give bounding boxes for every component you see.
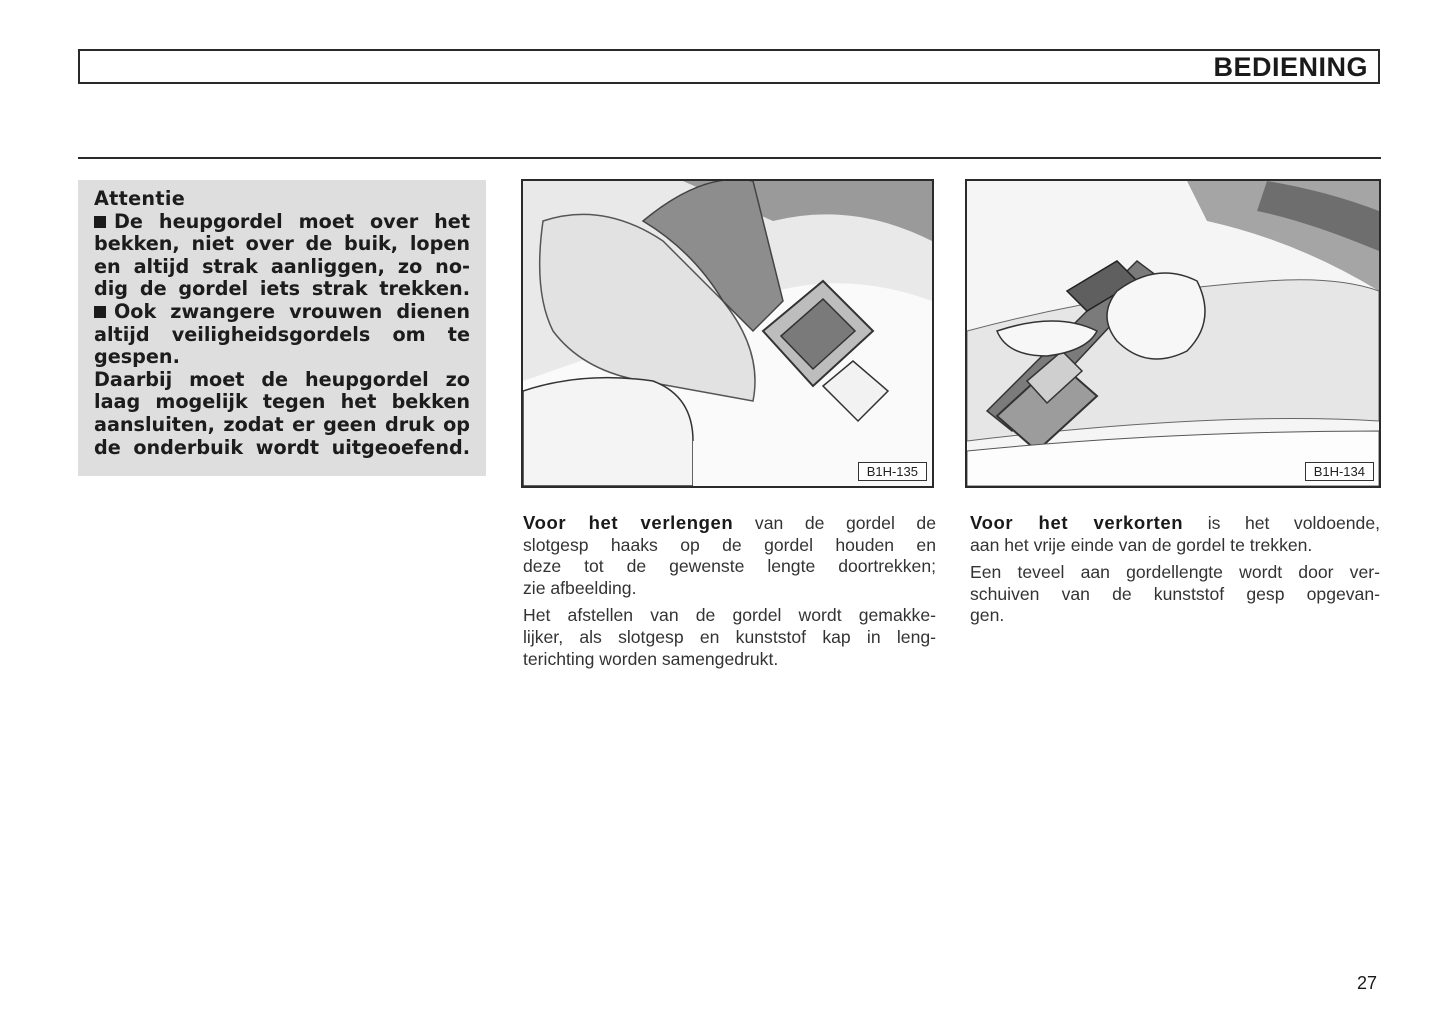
text-line: schuiven van de kunststof gesp opgevan- (970, 583, 1380, 604)
attention-box (78, 180, 486, 476)
figure-code-label: B1H-134 (1305, 462, 1374, 481)
text-line: deze tot de gewenste lengte doortrekken; (523, 556, 936, 577)
bullet-icon (94, 306, 106, 318)
paragraph (523, 605, 936, 670)
attention-line: bekken, niet over de buik, lopen (94, 232, 470, 256)
text-line: slotgesp haaks op de gordel houden en (523, 534, 936, 555)
page-number: 27 (1357, 973, 1378, 993)
figure-lengthen-belt (521, 179, 934, 488)
attention-line: Ook zwangere vrouwen dienen (94, 301, 470, 324)
text-line: Voor het verlengen van de gordel de (523, 512, 936, 533)
section-title: BEDIENING (1213, 52, 1368, 82)
text-line: aan het vrije einde van de gordel te trekken. (970, 534, 1313, 555)
attention-line: aansluiten, zodat er geen druk op (94, 412, 470, 436)
attention-line: altijd veiligheidsgordels om te (94, 322, 470, 346)
attention-line: De heupgordel moet over het (94, 211, 470, 234)
text-column-shorten (970, 512, 1380, 633)
attention-line: de onderbuik wordt uitgeoefend. (94, 435, 470, 459)
bold-heading: Voor het verlengen (523, 512, 734, 533)
attention-line: Daarbij moet de heupgordel zo (94, 367, 470, 391)
seatbelt-buckle-illustration (523, 181, 932, 486)
text-line: Een teveel aan gordellengte wordt door ver- (970, 562, 1380, 583)
text-line: gen. (970, 605, 1005, 626)
figure-code-label: B1H-135 (858, 462, 927, 481)
text-line: terichting worden samengedrukt. (523, 648, 779, 669)
attention-line: dig de gordel iets strak trekken. (94, 277, 470, 301)
text-line: Het afstellen van de gordel wordt gemakke- (523, 605, 936, 626)
attention-line: en altijd strak aanliggen, zo no- (94, 254, 470, 278)
paragraph (970, 562, 1380, 627)
horizontal-rule (78, 157, 1381, 159)
header-box (78, 49, 1380, 84)
text-line: zie afbeelding. (523, 577, 637, 598)
figure-shorten-belt (965, 179, 1381, 488)
text-line: lijker, als slotgesp en kunststof kap in leng- (523, 626, 936, 647)
bullet-icon (94, 216, 106, 228)
attention-line: gespen. (94, 345, 180, 369)
text-column-lengthen (523, 512, 936, 676)
bold-heading: Voor het verkorten (970, 512, 1184, 533)
attention-title: Attentie (94, 187, 186, 210)
text-line: Voor het verkorten is het voldoende, (970, 512, 1381, 533)
attention-line: laag mogelijk tegen het bekken (94, 390, 470, 414)
paragraph (970, 512, 1380, 556)
seatbelt-shorten-illustration (967, 181, 1379, 486)
paragraph (523, 512, 936, 599)
